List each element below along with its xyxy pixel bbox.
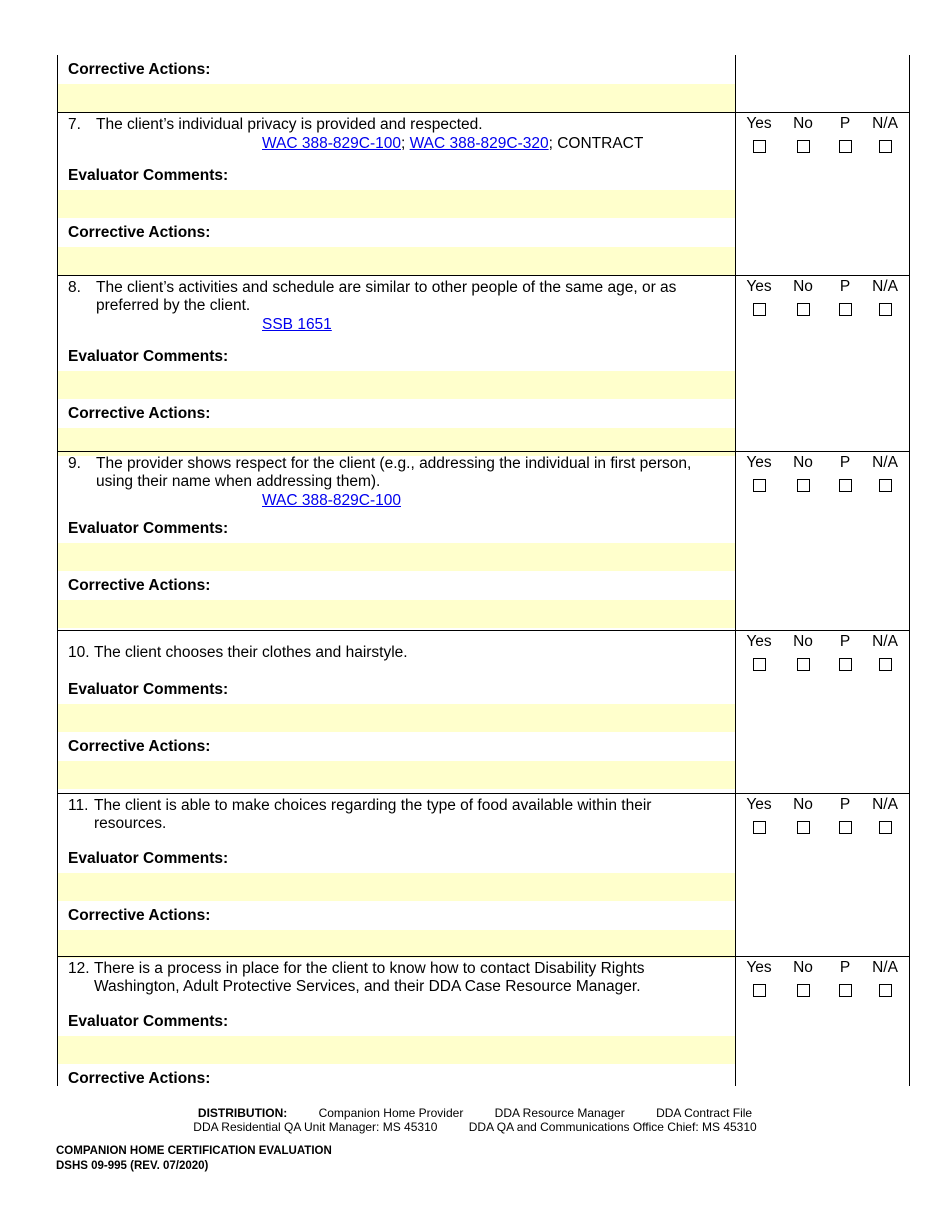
- corrective-actions-label: Corrective Actions:: [68, 224, 211, 241]
- answer-checkbox[interactable]: [797, 658, 810, 671]
- answer-checkbox[interactable]: [839, 479, 852, 492]
- answer-label: Yes: [746, 796, 772, 813]
- question-number: 8.: [68, 279, 81, 296]
- answer-checkbox[interactable]: [797, 479, 810, 492]
- answer-label: Yes: [746, 959, 772, 976]
- answer-label: Yes: [746, 115, 772, 132]
- distribution-recipient: DDA Residential QA Unit Manager: MS 45310: [193, 1120, 438, 1134]
- regulation-link[interactable]: SSB 1651: [262, 316, 332, 333]
- question-number: 9.: [68, 455, 81, 472]
- answer-checkbox[interactable]: [753, 479, 766, 492]
- answer-checkbox[interactable]: [753, 658, 766, 671]
- answer-checkbox[interactable]: [839, 984, 852, 997]
- question-text: The client’s individual privacy is provided and respected.: [96, 116, 483, 133]
- question-text: There is a process in place for the client to know how to contact Disability Rights Washington, Adult Protective Services, and their DDA Case Resource Manager.: [94, 960, 645, 995]
- answer-checkbox[interactable]: [753, 821, 766, 834]
- regulation-references: [58, 315, 735, 335]
- form-title: COMPANION HOME CERTIFICATION EVALUATION: [56, 1145, 332, 1157]
- regulation-link[interactable]: WAC 388-829C-100: [262, 135, 401, 152]
- answer-label: No: [793, 796, 813, 813]
- evaluator-comments-field[interactable]: [58, 1036, 735, 1064]
- reference-separator: ; CONTRACT: [548, 135, 644, 152]
- distribution-label: DISTRIBUTION:: [197, 1106, 288, 1120]
- form-identifier: [56, 1144, 332, 1174]
- question-item-11: [57, 793, 910, 956]
- form-number: DSHS 09-995 (REV. 07/2020): [56, 1160, 209, 1172]
- answer-checkbox[interactable]: [753, 984, 766, 997]
- evaluator-comments-label: Evaluator Comments:: [68, 348, 229, 365]
- question: [58, 631, 735, 675]
- answer-checkbox[interactable]: [753, 140, 766, 153]
- answer-checkbox[interactable]: [879, 479, 892, 492]
- reference-separator: ;: [401, 135, 410, 152]
- corrective-actions-field[interactable]: [58, 600, 735, 628]
- corrective-actions-field[interactable]: [58, 247, 735, 275]
- answer-label: No: [793, 959, 813, 976]
- question: [58, 276, 735, 342]
- distribution-recipient: DDA Resource Manager: [494, 1106, 625, 1120]
- distribution-line-2: [0, 1120, 950, 1134]
- answer-checkbox[interactable]: [879, 303, 892, 316]
- evaluator-comments-label: Evaluator Comments:: [68, 1013, 229, 1030]
- evaluator-comments-label: Evaluator Comments:: [68, 850, 229, 867]
- question-item-8: [57, 275, 910, 451]
- answer-checkbox[interactable]: [753, 303, 766, 316]
- answer-label: N/A: [872, 959, 898, 976]
- evaluator-comments-field[interactable]: [58, 371, 735, 399]
- answer-label: Yes: [746, 278, 772, 295]
- distribution-recipient: Companion Home Provider: [318, 1106, 464, 1120]
- question-text: The provider shows respect for the client (e.g., addressing the individual in first person, using their name when addressing them).: [96, 455, 692, 490]
- question-item-9: [57, 451, 910, 630]
- regulation-link[interactable]: WAC 388-829C-100: [262, 492, 401, 509]
- question: [58, 794, 735, 844]
- question-number: 12.: [68, 960, 90, 977]
- distribution-line-1: [0, 1106, 950, 1120]
- answer-label: Yes: [746, 633, 772, 650]
- evaluator-comments-field[interactable]: [58, 873, 735, 901]
- question-number: 10.: [68, 644, 90, 661]
- evaluation-form: [57, 55, 910, 1086]
- evaluator-comments-label: Evaluator Comments:: [68, 167, 229, 184]
- answer-checkbox[interactable]: [797, 140, 810, 153]
- corrective-actions-field[interactable]: [58, 84, 735, 112]
- question-item-7: [57, 112, 910, 275]
- evaluator-comments-label: Evaluator Comments:: [68, 520, 229, 537]
- question-text: The client’s activities and schedule are similar to other people of the same age, or as preferred by the client.: [96, 279, 677, 314]
- page-footer: [0, 1106, 950, 1172]
- answer-label: Yes: [746, 454, 772, 471]
- question-item-12: [57, 956, 910, 1086]
- evaluator-comments-field[interactable]: [58, 543, 735, 571]
- corrective-actions-label: Corrective Actions:: [68, 405, 211, 422]
- answer-label: No: [793, 633, 813, 650]
- corrective-actions-label: Corrective Actions:: [68, 738, 211, 755]
- corrective-actions-field[interactable]: [58, 761, 735, 789]
- evaluator-comments-label: Evaluator Comments:: [68, 681, 229, 698]
- answer-label: P: [839, 278, 851, 295]
- evaluator-comments-field[interactable]: [58, 190, 735, 218]
- answer-checkbox[interactable]: [839, 821, 852, 834]
- distribution-recipient: DDA Contract File: [656, 1106, 753, 1120]
- corrective-actions-label: Corrective Actions:: [68, 1070, 211, 1087]
- regulation-link[interactable]: WAC 388-829C-320: [409, 135, 549, 152]
- answer-checkbox[interactable]: [797, 984, 810, 997]
- answer-checkbox[interactable]: [797, 303, 810, 316]
- question: [58, 452, 735, 514]
- answer-label: P: [839, 796, 851, 813]
- question-number: 7.: [68, 116, 81, 133]
- corrective-actions-field[interactable]: [58, 930, 735, 958]
- regulation-references: [58, 491, 735, 511]
- answer-label: No: [793, 278, 813, 295]
- previous-item-corrective: [57, 55, 910, 112]
- regulation-references: [58, 134, 735, 154]
- corrective-actions-label: Corrective Actions:: [68, 907, 211, 924]
- distribution-recipient: DDA QA and Communications Office Chief: MS 45310: [468, 1120, 757, 1134]
- answer-checkbox[interactable]: [839, 140, 852, 153]
- answer-label: No: [793, 115, 813, 132]
- answer-label: N/A: [872, 278, 898, 295]
- answer-checkbox[interactable]: [839, 658, 852, 671]
- answer-label: N/A: [872, 633, 898, 650]
- answer-checkbox[interactable]: [879, 140, 892, 153]
- answer-checkbox[interactable]: [879, 821, 892, 834]
- answer-label: N/A: [872, 796, 898, 813]
- answer-checkbox[interactable]: [879, 658, 892, 671]
- question-item-10: [57, 630, 910, 793]
- answer-label: N/A: [872, 115, 898, 132]
- answer-label: P: [839, 115, 851, 132]
- corrective-actions-label: Corrective Actions:: [68, 577, 211, 594]
- answer-label: P: [839, 454, 851, 471]
- answer-checkbox[interactable]: [797, 821, 810, 834]
- corrective-actions-label: Corrective Actions:: [68, 61, 211, 78]
- answer-label: N/A: [872, 454, 898, 471]
- question: [58, 957, 735, 1007]
- question-number: 11.: [68, 797, 89, 814]
- answer-label: P: [839, 633, 851, 650]
- question-text: The client is able to make choices regarding the type of food available within their resources.: [94, 797, 652, 832]
- answer-checkbox[interactable]: [839, 303, 852, 316]
- answer-label: No: [793, 454, 813, 471]
- answer-checkbox[interactable]: [879, 984, 892, 997]
- answer-label: P: [839, 959, 851, 976]
- question: [58, 113, 735, 161]
- question-text: The client chooses their clothes and hairstyle.: [94, 644, 408, 661]
- evaluator-comments-field[interactable]: [58, 704, 735, 732]
